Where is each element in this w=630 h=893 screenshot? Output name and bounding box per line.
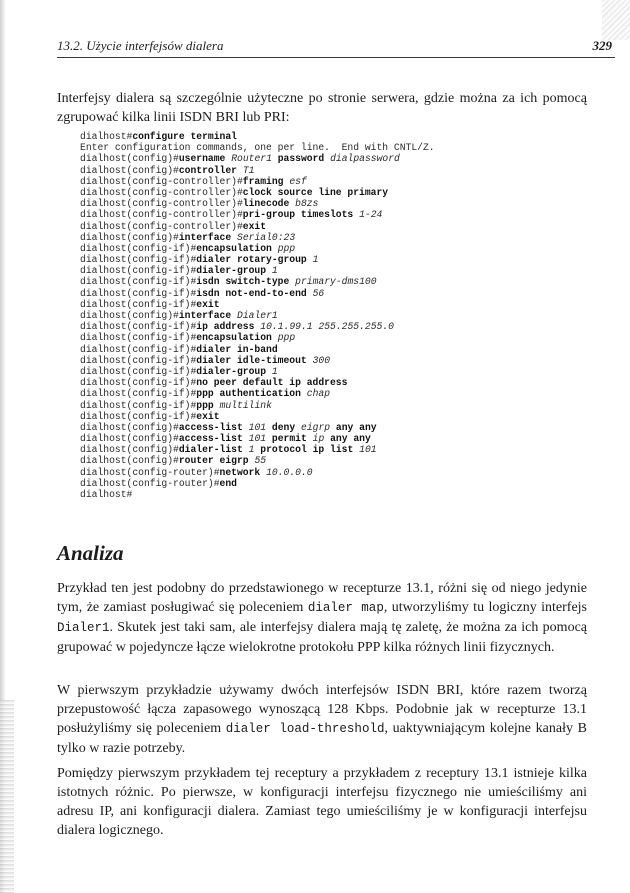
code-line [80, 232, 580, 243]
code-token: dialhost(config)# [80, 231, 179, 243]
code-token: access-list [178, 421, 243, 433]
code-token: dialhost(config-if)# [80, 242, 197, 254]
code-token: ppp [277, 242, 296, 254]
code-line [80, 153, 580, 164]
code-token: framing [242, 175, 284, 187]
code-token: isdn switch-type [196, 276, 290, 288]
paragraph-text-run: Przykład ten jest podobny do przedstawionego w recepturze 13.1, różni się od niego jedynie tym, że zamiast posługiwać się poleceniem [57, 581, 587, 615]
code-token: 101 [359, 444, 377, 456]
code-token: interface [178, 310, 232, 321]
code-token: router eigrp [178, 455, 249, 467]
code-line [80, 478, 580, 489]
code-token: network [219, 466, 261, 478]
code-line [80, 388, 580, 399]
code-line [80, 265, 580, 276]
analysis-paragraph-2 [57, 681, 587, 758]
paragraph-text-run: , utworzyliśmy tu logiczny interfejs [383, 600, 587, 615]
code-line [80, 288, 580, 299]
code-token: dialhost(config-router)# [80, 466, 220, 478]
code-token: ip [312, 433, 325, 445]
paragraph-text-run: dialer map [307, 601, 384, 615]
code-token: Serial0:23 [237, 231, 296, 243]
code-token: dialhost(config-if)# [80, 377, 197, 389]
code-token: multilink [219, 399, 272, 411]
code-token: dialhost# [80, 489, 133, 500]
running-header [57, 38, 615, 60]
code-token: isdn not-end-to-end [196, 287, 307, 299]
code-token: dialer rotary-group [196, 254, 307, 266]
code-line [80, 400, 580, 411]
code-token: ip address [196, 321, 255, 333]
code-token: dialhost(config-if)# [80, 254, 197, 266]
code-token: dialhost(config-controller)# [80, 220, 243, 232]
code-token: dialhost(config-if)# [80, 388, 197, 400]
code-token: dialer idle-timeout [196, 354, 307, 366]
code-token: chap [306, 388, 331, 400]
code-token: dialhost(config-if)# [80, 365, 197, 377]
code-token: exit [242, 220, 267, 232]
code-token: dialhost(config)# [80, 153, 179, 165]
paragraph-text-run: Dialer1 [57, 621, 110, 635]
code-line [80, 310, 580, 321]
code-line [80, 221, 580, 232]
code-token: 101 [248, 421, 267, 433]
code-token: any any [335, 421, 377, 433]
code-token: dialhost(config)# [80, 164, 179, 176]
code-token: dialpassword [330, 153, 400, 165]
code-token: dialhost(config-controller)# [80, 209, 243, 221]
code-token: 1 [271, 265, 278, 277]
code-token: dialhost(config-if)# [80, 276, 197, 288]
code-token: dialhost(config-controller)# [80, 175, 243, 187]
code-token: dialhost(config-if)# [80, 343, 197, 355]
code-token: dialhost(config)# [80, 310, 179, 321]
code-line [80, 332, 580, 343]
code-token: dialer in-band [196, 343, 278, 355]
code-token: permit [271, 433, 307, 445]
code-line [80, 198, 580, 209]
code-token: dialer-group [196, 265, 267, 277]
code-token: password [277, 153, 325, 165]
code-token: ppp authentication [196, 388, 301, 400]
code-token: dialhost(config)# [80, 444, 179, 456]
code-line [80, 243, 580, 254]
header-rule [57, 57, 615, 58]
code-token: 1 [248, 444, 255, 456]
code-token: dialhost(config-controller)# [80, 198, 243, 210]
code-line [80, 489, 580, 500]
page-corner-smudge [602, 0, 630, 40]
code-token: ppp [196, 399, 214, 411]
code-line [80, 131, 580, 142]
code-token: dialer-group [196, 365, 267, 377]
code-token: esf [289, 175, 307, 187]
config-code-listing [80, 131, 580, 500]
code-token: 55 [254, 455, 267, 467]
analysis-paragraph-1 [57, 579, 587, 657]
code-token: encapsulation [196, 242, 272, 254]
code-line [80, 165, 580, 176]
code-token: pri-group timeslots [242, 209, 354, 221]
code-token: configure terminal [132, 131, 237, 142]
code-line [80, 276, 580, 287]
code-token: 10.0.0.0 [266, 466, 313, 478]
code-token: 1 [271, 365, 278, 377]
code-token: dialhost(config-if)# [80, 399, 197, 411]
code-line [80, 433, 580, 444]
paragraph-text-run: , uaktywniającym kolejne kanały B tylko w razie potrzeby. [57, 721, 588, 756]
code-token: 1 [312, 254, 319, 266]
code-token: no peer default ip address [196, 377, 348, 389]
code-line [80, 366, 580, 377]
code-line [80, 209, 580, 220]
analysis-paragraph-3 [57, 764, 587, 840]
code-token: Router1 [231, 153, 272, 165]
code-token: protocol ip list [260, 444, 354, 456]
code-line [80, 422, 580, 433]
code-token: 10.1.99.1 255.255.255.0 [260, 321, 394, 333]
code-token: username [178, 153, 226, 165]
code-token: controller [178, 164, 237, 176]
code-token: 101 [248, 433, 267, 445]
code-token: 56 [312, 287, 325, 299]
code-token: dialhost(config)# [80, 455, 179, 467]
code-token: interface [178, 231, 232, 243]
code-line [80, 411, 580, 422]
code-token: dialer-list [178, 444, 243, 456]
code-token: primary-dms100 [295, 276, 377, 288]
code-token: dialhost(config)# [80, 421, 179, 433]
code-token: dialhost# [80, 131, 133, 142]
code-token: T1 [242, 164, 255, 176]
paragraph-text-run: W pierwszym przykładzie używamy dwóch interfejsów ISDN BRI, które razem tworzą przepustowość łącza zapasowego wynoszącą 128 Kbps. Podobnie jak w recepturze 13.1 posłużyliśmy się poleceniem [57, 683, 587, 736]
code-token: b8zs [295, 198, 319, 210]
code-token: dialhost(config)# [80, 433, 179, 445]
paragraph-text-run: . Skutek jest taki sam, ale interfejsy dialera mają tę zaletę, że można za ich pomocą grupować w pojedyncze łącze wielokrotne protokołu PPP kilka różnych linii fizycznych. [57, 620, 587, 655]
code-token: ppp [277, 332, 296, 344]
code-line [80, 444, 580, 455]
code-token: dialhost(config-if)# [80, 265, 197, 277]
section-header-title: 13.2. Użycie interfejsów dialera [57, 38, 224, 53]
code-token: clock source line primary [242, 186, 389, 198]
code-line [80, 299, 580, 310]
code-token: exit [196, 410, 220, 422]
code-token: dialhost(config-if)# [80, 298, 197, 310]
code-line [80, 455, 580, 466]
code-token: encapsulation [196, 332, 272, 344]
code-token: Enter configuration commands, one per line. End with CNTL/Z. [80, 142, 435, 154]
code-token: exit [196, 298, 220, 310]
section-title: Analiza [57, 541, 124, 565]
code-line [80, 344, 580, 355]
paragraph-text-run: Pomiędzy pierwszym przykładem tej receptury a przykładem z receptury 13.1 istnieje kilka istotnych różnic. Po pierwsze, w konfiguracji interfejsu fizycznego nie umieściliśmy ani adresu IP, ani konfiguracji dialera. Zamiast tego umieściliśmy je w konfiguracji interfejsu dialera logicznego. [57, 766, 587, 838]
code-line [80, 377, 580, 388]
code-line [80, 254, 580, 265]
code-token: deny [271, 421, 296, 433]
code-token: access-list [178, 433, 243, 445]
code-line [80, 187, 580, 198]
code-token: dialhost(config-controller)# [80, 186, 243, 198]
code-token: dialhost(config-if)# [80, 354, 197, 366]
page-number: 329 [592, 38, 612, 53]
page-edge-texture [0, 700, 14, 893]
code-line [80, 142, 580, 153]
code-token: dialhost(config-if)# [80, 287, 197, 299]
code-line [80, 321, 580, 332]
code-token: 300 [312, 354, 331, 366]
code-token: end [219, 477, 237, 489]
code-token: dialhost(config-if)# [80, 410, 197, 422]
code-token: 1-24 [359, 209, 383, 221]
code-line [80, 355, 580, 366]
code-token: dialhost(config-if)# [80, 332, 197, 344]
paragraph-text-run: dialer load-threshold [225, 722, 385, 736]
code-token: dialhost(config-router)# [80, 477, 220, 489]
code-token: dialhost(config-if)# [80, 321, 197, 333]
code-token: Dialer1 [237, 310, 278, 321]
intro-paragraph: Interfejsy dialera są szczególnie użyteczne po stronie serwera, gdzie można za ich pomocą zgrupować kilka linii ISDN BRI lub PRI: [57, 91, 587, 125]
code-token: any any [330, 433, 371, 445]
code-token: linecode [242, 198, 290, 210]
code-token: eigrp [301, 421, 331, 433]
code-line [80, 176, 580, 187]
code-line [80, 467, 580, 478]
